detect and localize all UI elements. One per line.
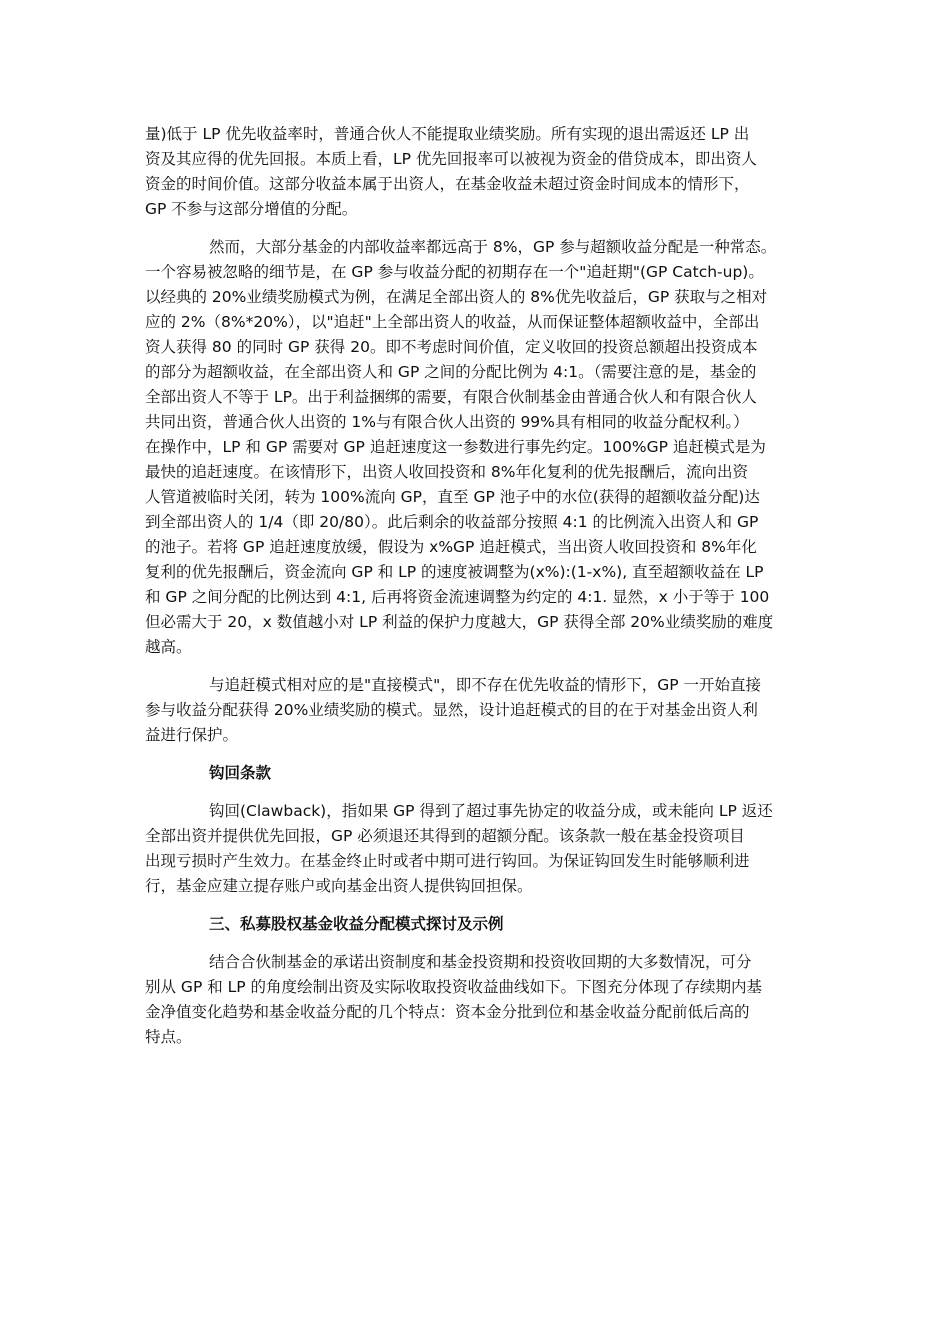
text-line: 结合合伙制基金的承诺出资制度和基金投资期和投资收回期的大多数情况，可分 (209, 953, 752, 971)
text-line: 到全部出资人的 1/4（即 20/80）。此后剩余的收益部分按照 4:1 的比例流入出资人和 GP (145, 513, 759, 531)
text-line: 量)低于 LP 优先收益率时，普通合伙人不能提取业绩奖励。所有实现的退出需返还 LP 出 (145, 125, 750, 143)
text-line: 行，基金应建立提存账户或向基金出资人提供钩回担保。 (145, 877, 533, 895)
text-line: 复利的优先报酬后，资金流向 GP 和 LP 的速度被调整为(x%):(1-x%), 直至超额收益在 LP (145, 563, 764, 581)
text-line: 越高。 (145, 638, 192, 656)
text-line: 别从 GP 和 LP 的角度绘制出资及实际收取投资收益曲线如下。下图充分体现了存续期内基 (145, 978, 763, 996)
text-line: 钩回(Clawback)，指如果 GP 得到了超过事先协定的收益分成，或未能向 LP 返还 (209, 802, 773, 820)
text-line: 以经典的 20%业绩奖励模式为例，在满足全部出资人的 8%优先收益后，GP 获取与之相对 (145, 288, 768, 306)
text-line: 益进行保护。 (145, 726, 239, 744)
text-line: 全部出资并提供优先回报，GP 必须退还其得到的超额分配。该条款一般在基金投资项目 (145, 827, 745, 845)
text-line: 出现亏损时产生效力。在基金终止时或者中期可进行钩回。为保证钩回发生时能够顺利进 (145, 852, 750, 870)
text-line: 人管道被临时关闭，转为 100%流向 GP，直至 GP 池子中的水位(获得的超额收益分配)达 (145, 488, 760, 506)
text-line: 在操作中，LP 和 GP 需要对 GP 追赶速度这一参数进行事先约定。100%GP 追赶模式是为 (145, 438, 766, 456)
text-line: 共同出资，普通合伙人出资的 1%与有限合伙人出资的 99%具有相同的收益分配权利。） (145, 413, 749, 431)
section-heading-clawback: 钩回条款 (209, 764, 272, 782)
paragraph-direct-mode (145, 673, 835, 748)
text-line: 资人获得 80 的同时 GP 获得 20。即不考虑时间价值，定义收回的投资总额超出投资成本 (145, 338, 758, 356)
text-line: GP 不参与这部分增值的分配。 (145, 200, 358, 218)
text-line: 最快的追赶速度。在该情形下，出资人收回投资和 8%年化复利的优先报酬后，流向出资 (145, 463, 749, 481)
text-line: 和 GP 之间分配的比例达到 4:1, 后再将资金流速调整为约定的 4:1. 显然，x 小于等于 100 (145, 588, 770, 606)
section-heading-distribution-models: 三、私募股权基金收益分配模式探讨及示例 (209, 915, 504, 933)
text-line: 然而，大部分基金的内部收益率都远高于 8%，GP 参与超额收益分配是一种常态。 (209, 238, 777, 256)
text-line: 参与收益分配获得 20%业绩奖励的模式。显然，设计追赶模式的目的在于对基金出资人利 (145, 701, 758, 719)
text-line: 但必需大于 20，x 数值越小对 LP 利益的保护力度越大，GP 获得全部 20%业绩奖励的难度 (145, 613, 774, 631)
paragraph-lp-preferred-return (145, 122, 835, 222)
paragraph-gp-catch-up (145, 235, 835, 660)
paragraph-clawback (145, 799, 835, 899)
text-line: 一个容易被忽略的细节是，在 GP 参与收益分配的初期存在一个"追赶期"(GP Catch-up)。 (145, 263, 764, 281)
text-line: 的部分为超额收益，在全部出资人和 GP 之间的分配比例为 4:1。（需要注意的是，基金的 (145, 363, 757, 381)
text-line: 的池子。若将 GP 追赶速度放缓，假设为 x%GP 追赶模式，当出资人收回投资和 8%年化 (145, 538, 757, 556)
text-line: 特点。 (145, 1028, 192, 1046)
text-line: 全部出资人不等于 LP。出于利益捆绑的需要，有限合伙制基金由普通合伙人和有限合伙人 (145, 388, 757, 406)
text-line: 与追赶模式相对应的是"直接模式"，即不存在优先收益的情形下，GP 一开始直接 (209, 676, 762, 694)
text-line: 金净值变化趋势和基金收益分配的几个特点：资本金分批到位和基金收益分配前低后高的 (145, 1003, 750, 1021)
text-line: 资金的时间价值。这部分收益本属于出资人，在基金收益未超过资金时间成本的情形下， (145, 175, 750, 193)
text-line: 应的 2%（8%*20%），以"追赶"上全部出资人的收益，从而保证整体超额收益中，全部出 (145, 313, 760, 331)
document-page (145, 122, 835, 1050)
text-line: 资及其应得的优先回报。本质上看，LP 优先回报率可以被视为资金的借贷成本，即出资人 (145, 150, 757, 168)
paragraph-distribution-curve (145, 950, 835, 1050)
